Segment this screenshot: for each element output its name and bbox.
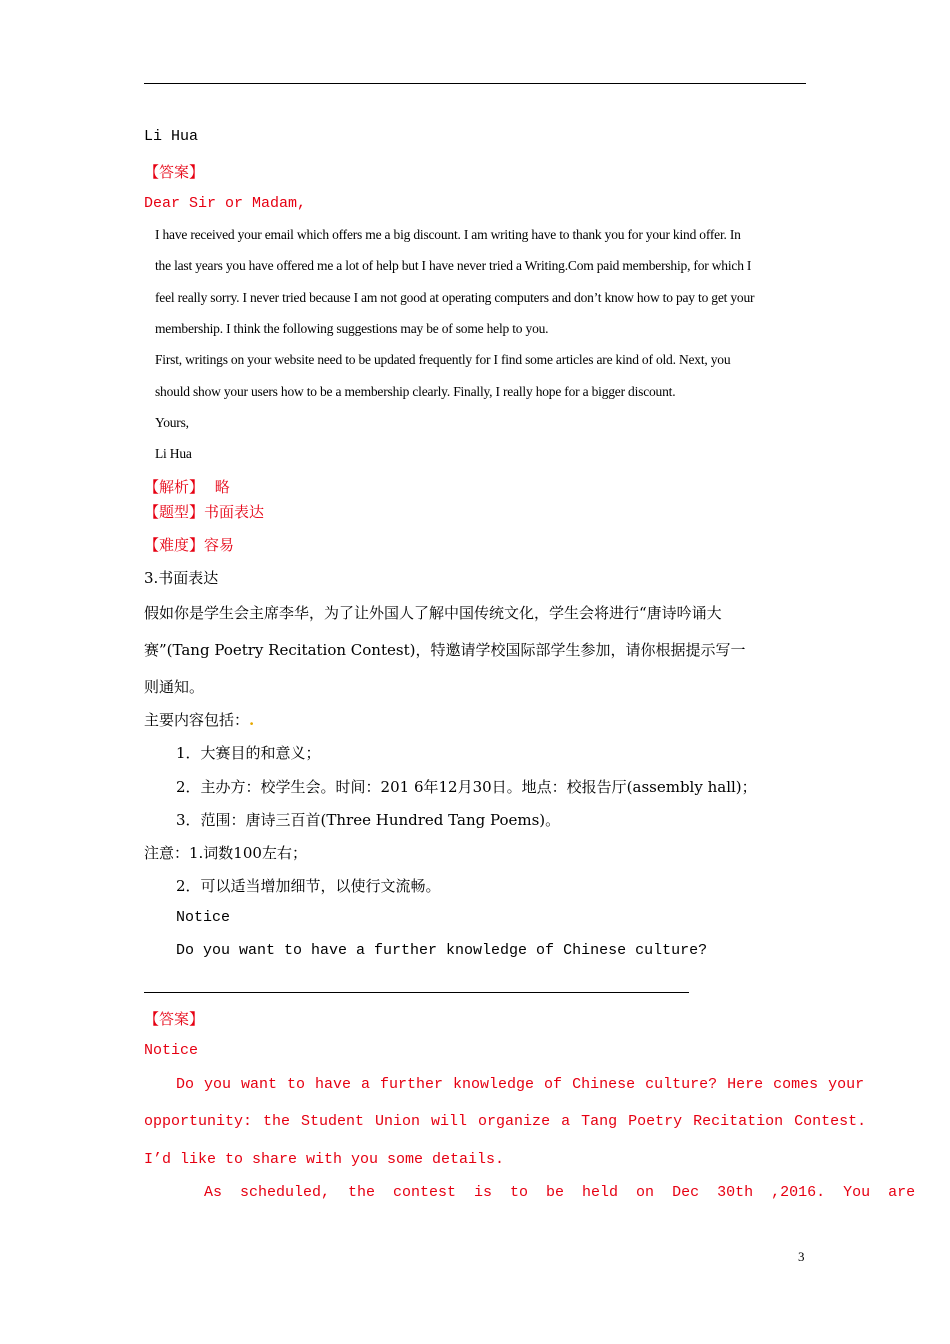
point-item: 3．范围：唐诗三百首(Three Hundred Tang Poems)。 — [176, 811, 561, 829]
prompt-line: 则通知。 — [144, 678, 205, 696]
analysis-row — [144, 476, 230, 497]
letter-salutation: Dear Sir or Madam, — [144, 195, 307, 212]
decorative-dot: . — [249, 711, 255, 729]
point-item: 1．大赛目的和意义； — [176, 744, 321, 762]
prompt-line: 赛”(Tang Poetry Recitation Contest)，特邀请学校国际部学生参加，请你根据提示写一 — [144, 641, 746, 659]
type-row — [144, 501, 264, 522]
type-text: 书面表达 — [204, 503, 265, 521]
letter-line: First, writings on your website need to be updated frequently for I find some articles are kind of old. Next, you — [155, 352, 731, 367]
letter-line: should show your users how to be a membership clearly. Finally, I really hope for a bigger discount. — [155, 384, 676, 399]
signature-name: Li Hua — [144, 128, 199, 145]
note-line: 注意：1.词数100左右； — [144, 844, 307, 862]
question-heading: 3.书面表达 — [144, 569, 219, 587]
analysis-tag: 【解析】 — [144, 478, 205, 496]
answer-line: opportunity: the Student Union will organize a Tang Poetry Recitation Contest. — [144, 1113, 867, 1130]
main-points-row — [144, 709, 254, 730]
notice-title: Notice — [176, 909, 231, 926]
letter-line: membership. I think the following suggestions may be of some help to you. — [155, 321, 549, 336]
difficulty-row — [144, 534, 234, 555]
letter-closing: Yours, — [155, 415, 189, 430]
main-points-label: 主要内容包括： — [144, 711, 250, 729]
answer-tag: 【答案】 — [144, 1010, 205, 1028]
point-item: 2．主办方：校学生会。时间：201 6年12月30日。地点：校报告厅(assembly hall)； — [176, 778, 757, 796]
answer-blank-line — [144, 992, 689, 993]
note-line: 2．可以适当增加细节，以使行文流畅。 — [176, 877, 441, 895]
page-number: 3 — [798, 1249, 805, 1264]
analysis-text: 略 — [214, 478, 230, 496]
letter-line: feel really sorry. I never tried because I am not good at operating computers and don’t know how to pay to get your — [155, 290, 755, 305]
header-rule — [144, 83, 806, 84]
letter-line: I have received your email which offers me a big discount. I am writing have to thank you for your kind offer. In — [155, 227, 741, 242]
notice-first-line: Do you want to have a further knowledge of Chinese culture? — [176, 942, 708, 959]
answer-line: I’d like to share with you some details. — [144, 1151, 505, 1168]
answer-notice-title: Notice — [144, 1042, 199, 1059]
answer-tag: 【答案】 — [144, 163, 205, 181]
letter-closing-name: Li Hua — [155, 446, 192, 461]
difficulty-tag: 【难度】 — [144, 536, 205, 554]
prompt-line: 假如你是学生会主席李华，为了让外国人了解中国传统文化，学生会将进行“唐诗吟诵大 — [144, 604, 722, 622]
answer-line: As scheduled, the contest is to be held on Dec 30th ,2016. You are — [204, 1184, 916, 1201]
letter-line: the last years you have offered me a lot of help but I have never tried a Writing.Com paid membership, for which I — [155, 258, 752, 273]
answer-line: Do you want to have a further knowledge of Chinese culture? Here comes your — [176, 1076, 865, 1093]
type-tag: 【题型】 — [144, 503, 205, 521]
difficulty-text: 容易 — [204, 536, 235, 554]
